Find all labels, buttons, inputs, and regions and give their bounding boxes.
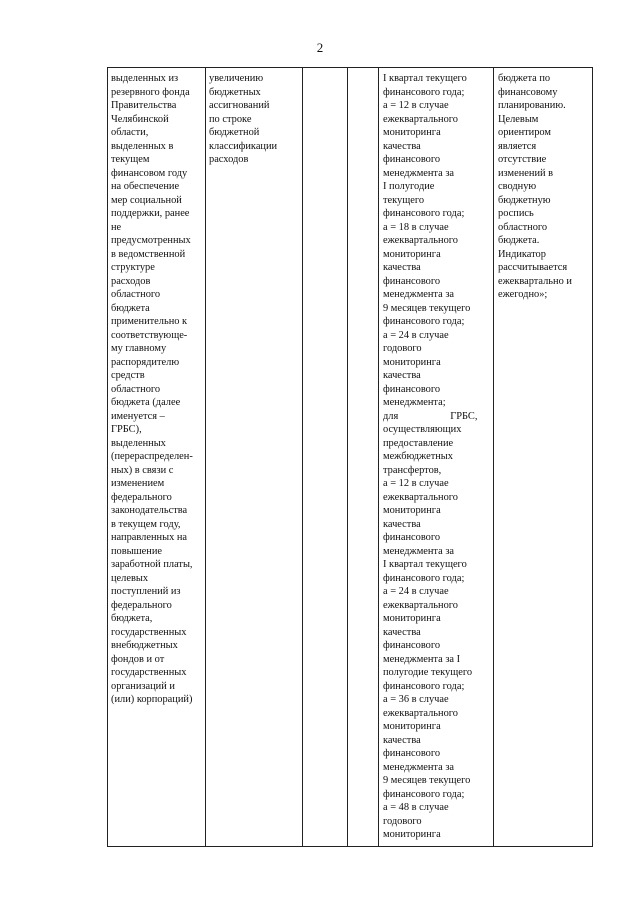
text-line: качества — [383, 518, 421, 530]
text-line: a = 36 в случае — [383, 694, 449, 705]
text-line: расходов — [111, 275, 151, 287]
text-line: a = 18 в случае — [383, 221, 449, 233]
text-line: I полугодие — [383, 181, 435, 192]
text-line: ных) в связи с — [111, 464, 174, 476]
text-line: бюджета по — [498, 73, 551, 84]
text-line: финансовому — [498, 86, 558, 98]
text-line: a = 24 в случае — [383, 329, 449, 341]
column-5-text — [498, 72, 590, 302]
text-line: ежегодно»; — [498, 289, 548, 300]
text-line: финансового года; — [383, 680, 465, 692]
text-line: качества — [383, 626, 421, 638]
column-4-text — [383, 72, 491, 842]
text-line: мер социальной — [111, 194, 182, 206]
text-line: государственных — [111, 667, 187, 678]
text-line: фондов и от — [111, 653, 165, 665]
text-line: бюджета, — [111, 613, 153, 624]
text-line: распорядителю — [111, 356, 180, 368]
text-line: соответствующе- — [111, 329, 188, 341]
text-line: мониторинга — [383, 127, 441, 138]
text-line: роспись — [498, 208, 534, 219]
text-line: увеличению — [209, 73, 264, 84]
text-line: областного — [111, 289, 161, 300]
text-line: менеджмента за — [383, 545, 455, 557]
text-line: качества — [383, 262, 421, 273]
text-line: заработной платы, — [111, 559, 193, 570]
text-line: качества — [383, 734, 421, 746]
text-line: областного — [498, 221, 548, 233]
text-line: на обеспечение — [111, 181, 180, 192]
text-line: менеджмента за I — [383, 653, 461, 665]
text-line: менеджмента за — [383, 289, 455, 300]
text-line: по строке — [209, 113, 252, 125]
text-line: резервного фонда — [111, 86, 190, 98]
text-line: I квартал текущего — [383, 73, 467, 84]
text-line: a = 48 в случае — [383, 802, 449, 813]
table-border-col3a — [347, 67, 348, 847]
page-number: 2 — [316, 40, 324, 55]
text-line: для ГРБС, — [383, 410, 478, 422]
table-border-col2 — [302, 67, 303, 847]
text-line: федерального — [111, 599, 172, 611]
text-line: именуется – — [111, 410, 165, 422]
text-line: федерального — [111, 491, 172, 503]
text-line: структуре — [111, 262, 155, 273]
text-line: применительно к — [111, 316, 188, 327]
table-border-bottom — [107, 846, 593, 847]
text-line: рассчитывается — [498, 262, 568, 273]
text-line: качества — [383, 140, 421, 152]
text-line: ежеквартально и — [498, 275, 572, 287]
text-line: предусмотренных — [111, 235, 191, 246]
text-line: межбюджетных — [383, 451, 453, 462]
text-line: ежеквартального — [383, 491, 459, 503]
text-line: трансфертов, — [383, 464, 442, 476]
text-line: бюджета — [111, 302, 150, 314]
text-line: не — [111, 221, 122, 233]
text-line: a = 12 в случае — [383, 100, 449, 111]
text-line: предоставление — [383, 437, 454, 449]
table-border-right — [592, 67, 593, 847]
text-line: государственных — [111, 626, 187, 638]
text-line: a = 12 в случае — [383, 478, 449, 489]
text-line: выделенных из — [111, 73, 179, 84]
text-line: классификации — [209, 140, 278, 152]
text-line: I квартал текущего — [383, 559, 467, 570]
text-line: финансового года; — [383, 788, 465, 800]
text-line: финансового года; — [383, 572, 465, 584]
text-line: менеджмента за — [383, 761, 455, 773]
text-line: законодательства — [111, 505, 188, 516]
text-line: бюджетных — [209, 86, 261, 98]
text-line: мониторинга — [383, 829, 441, 840]
text-line: финансового — [383, 154, 441, 165]
text-line: финансового года; — [383, 316, 465, 327]
text-line: ориентиром — [498, 127, 551, 138]
text-line: 9 месяцев текущего — [383, 775, 471, 786]
text-line: поступлений из — [111, 586, 181, 597]
text-line: финансового — [383, 383, 441, 395]
text-line: бюджетной — [209, 127, 260, 138]
text-line: ежеквартального — [383, 113, 459, 125]
text-line: поддержки, ранее — [111, 208, 190, 219]
text-line: Правительства — [111, 100, 177, 111]
text-line: (перераспределен- — [111, 451, 193, 462]
text-line: ассигнований — [209, 100, 270, 111]
text-line: полугодие текущего — [383, 667, 473, 678]
text-line: бюджета (далее — [111, 397, 181, 408]
text-line: финансовом году — [111, 167, 188, 179]
text-line: качества — [383, 370, 421, 381]
text-line: менеджмента за — [383, 167, 455, 179]
text-line: ежеквартального — [383, 599, 459, 611]
text-line: финансового — [383, 532, 441, 543]
text-line: Челябинской — [111, 113, 169, 125]
text-line: изменением — [111, 478, 165, 489]
text-line: организаций и — [111, 680, 175, 692]
text-line: в ведомственной — [111, 248, 186, 260]
text-line: отсутствие — [498, 154, 547, 165]
text-line: выделенных — [111, 437, 166, 449]
text-line: финансового года; — [383, 86, 465, 98]
text-line: выделенных в — [111, 140, 174, 152]
text-line: финансового — [383, 640, 441, 651]
text-line: текущего — [383, 194, 425, 206]
text-line: осуществляющих — [383, 424, 462, 435]
text-line: Индикатор — [498, 248, 546, 260]
text-line: мониторинга — [383, 613, 441, 624]
text-line: финансового — [383, 748, 441, 759]
text-line: в текущем году, — [111, 518, 181, 530]
text-line: области, — [111, 127, 149, 138]
text-line: 9 месяцев текущего — [383, 302, 471, 314]
column-2-text — [209, 72, 301, 167]
text-line: повышение — [111, 545, 162, 557]
text-line: годового — [383, 815, 422, 827]
text-line: сводную — [498, 181, 537, 192]
text-line: a = 24 в случае — [383, 586, 449, 597]
text-line: ежеквартального — [383, 235, 459, 246]
text-line: является — [498, 140, 537, 152]
table-border-top — [107, 67, 593, 68]
text-line: ежеквартального — [383, 707, 459, 719]
text-line: текущем — [111, 154, 150, 165]
table-border-col4 — [493, 67, 494, 847]
text-line: расходов — [209, 154, 249, 165]
text-line: мониторинга — [383, 356, 441, 368]
column-1-text — [111, 72, 203, 707]
text-line: бюджета. — [498, 235, 540, 246]
text-line: му главному — [111, 343, 167, 354]
text-line: (или) корпораций) — [111, 694, 193, 705]
table-border-col1 — [205, 67, 206, 847]
text-line: ГРБС), — [111, 424, 142, 435]
text-line: бюджетную — [498, 194, 551, 206]
text-line: Целевым — [498, 113, 539, 125]
text-line: направленных на — [111, 532, 188, 543]
text-line: внебюджетных — [111, 640, 178, 651]
text-line: мониторинга — [383, 248, 441, 260]
table-border-left — [107, 67, 108, 847]
text-line: средств — [111, 370, 145, 381]
text-line: целевых — [111, 572, 149, 584]
text-line: мониторинга — [383, 721, 441, 732]
text-line: областного — [111, 383, 161, 395]
text-line: мониторинга — [383, 505, 441, 516]
text-line: финансового — [383, 275, 441, 287]
text-line: менеджмента; — [383, 397, 446, 408]
table-border-col3b — [378, 67, 379, 847]
text-line: планированию. — [498, 100, 566, 111]
text-line: изменений в — [498, 167, 554, 179]
text-line: финансового года; — [383, 208, 465, 219]
text-line: годового — [383, 343, 422, 354]
